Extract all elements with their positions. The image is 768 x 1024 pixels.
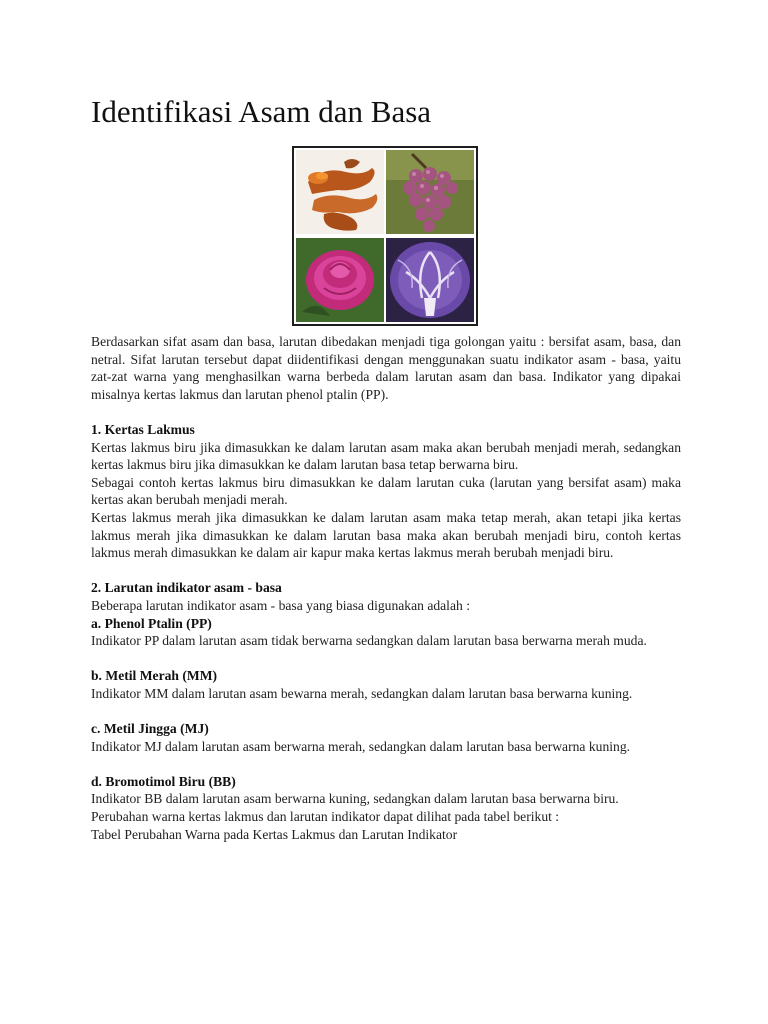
subheading-bromotimol-biru: d. Bromotimol Biru (BB) [91, 773, 236, 789]
natural-indicators-figure [292, 146, 478, 326]
subheading-phenol-ptalin: a. Phenol Ptalin (PP) [91, 615, 212, 631]
kertas-lakmus-paragraph-3: Kertas lakmus merah jika dimasukkan ke dalam larutan asam maka tetap merah, akan tetapi jika kertas lakmus merah jika dimasukkan ke dalam larutan basa maka akan berubah menjadi biru, contoh kertas lakmus merah dimasukkan ke dalam air kapur maka kertas lakmus merah berubah menjadi biru. [91, 509, 681, 561]
turmeric-photo [296, 150, 384, 234]
bromotimol-biru-text: Indikator BB dalam larutan asam berwarna kuning, sedangkan dalam larutan basa berwarna biru. [91, 791, 619, 807]
section-heading-kertas-lakmus: 1. Kertas Lakmus [91, 421, 195, 437]
document-body [91, 333, 681, 843]
kertas-lakmus-paragraph-1: Kertas lakmus biru jika dimasukkan ke dalam larutan asam maka akan berubah menjadi merah, sedangkan kertas lakmus biru jika dimasukkan ke dalam larutan basa tetap berwarna biru. [91, 439, 681, 473]
rose-photo [296, 238, 384, 322]
page-title: Identifikasi Asam dan Basa [91, 94, 432, 129]
phenol-ptalin-text: Indikator PP dalam larutan asam tidak berwarna sedangkan dalam larutan basa berwarna merah muda. [91, 633, 647, 649]
subheading-metil-merah: b. Metil Merah (MM) [91, 668, 218, 684]
grapes-photo [386, 150, 474, 234]
red-cabbage-photo [386, 238, 474, 322]
figure-collage [294, 148, 476, 324]
kertas-lakmus-paragraph-2: Sebagai contoh kertas lakmus biru dimasukkan ke dalam larutan cuka (larutan yang bersifat asam) maka kertas akan berubah menjadi merah. [91, 474, 681, 508]
metil-merah-text: Indikator MM dalam larutan asam bewarna merah, sedangkan dalam larutan basa berwarna kuning. [91, 685, 633, 701]
closing-paragraph: Perubahan warna kertas lakmus dan larutan indikator dapat dilihat pada tabel berikut : [91, 809, 560, 825]
table-caption: Tabel Perubahan Warna pada Kertas Lakmus dan Larutan Indikator [91, 826, 458, 842]
subheading-metil-jingga: c. Metil Jingga (MJ) [91, 721, 209, 737]
section-heading-larutan-indikator: 2. Larutan indikator asam - basa [91, 580, 282, 596]
intro-paragraph: Berdasarkan sifat asam dan basa, larutan dibedakan menjadi tiga golongan yaitu : bersifat asam, basa, dan netral. Sifat larutan tersebut dapat diidentifikasi dengan menggunakan suatu indikator asam - basa, yaitu zat-zat warna yang menghasilkan warna berbeda dalam larutan asam dan basa. Indikator yang dipakai misalnya kertas lakmus dan larutan phenol ptalin (PP). [91, 334, 681, 402]
larutan-indikator-intro: Beberapa larutan indikator asam - basa yang biasa digunakan adalah : [91, 597, 470, 613]
metil-jingga-text: Indikator MJ dalam larutan asam berwarna merah, sedangkan dalam larutan basa berwarna kuning. [91, 738, 631, 754]
